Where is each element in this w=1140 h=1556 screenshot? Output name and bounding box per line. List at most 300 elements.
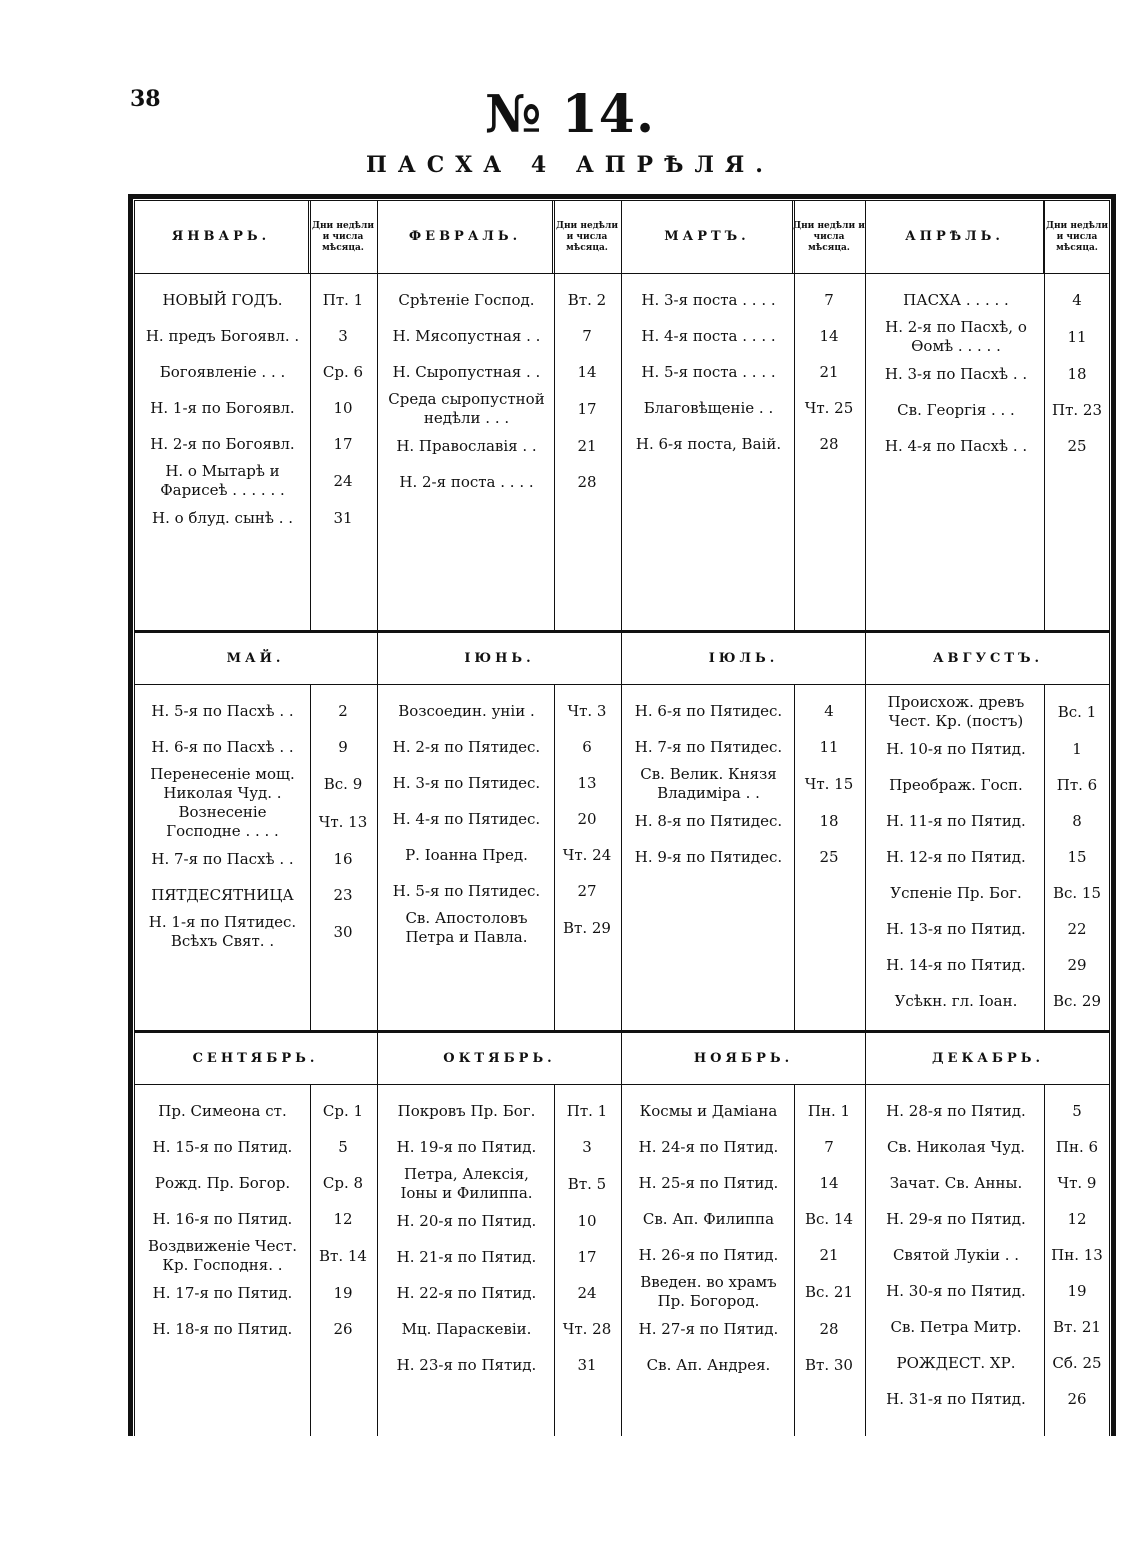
- feast-name: Св. Велик. Князя Владиміра . .: [640, 765, 777, 802]
- table-row: [378, 1239, 621, 1275]
- feast-date: 7: [582, 326, 592, 345]
- table-row: [622, 390, 865, 426]
- feast-date: 18: [819, 811, 839, 830]
- feast-date: Вт. 30: [805, 1355, 853, 1374]
- month-block: [622, 1033, 866, 1436]
- month-header: [134, 200, 377, 274]
- month-name: АПРѢЛЬ.: [905, 229, 1004, 244]
- feast-name: Н. 29-я по Пятид.: [886, 1209, 1026, 1228]
- month-block: [622, 633, 866, 1030]
- table-row: [378, 801, 621, 837]
- feast-name: Н. о Мытарѣ и Фарисеѣ . . . . . .: [160, 462, 285, 499]
- month-rows: [622, 1085, 865, 1383]
- table-row: [378, 318, 621, 354]
- table-row: [134, 1275, 377, 1311]
- table-row: [378, 873, 621, 909]
- feast-name: Петра, Алексія, Іоны и Филиппа.: [400, 1165, 533, 1202]
- feast-name: Среда сыропустной недѣли . . .: [388, 390, 545, 427]
- table-row: [134, 462, 377, 500]
- feast-name: Н. 24-я по Пятид.: [638, 1137, 779, 1156]
- feast-date: Ср. 1: [322, 1101, 364, 1120]
- table-row: [866, 428, 1110, 464]
- feast-name: Н. 27-я по Пятид.: [638, 1319, 779, 1338]
- feast-name: Н. предъ Богоявл. .: [145, 326, 300, 345]
- table-row: [622, 1129, 865, 1165]
- feast-name: Св. Ап. Филиппа: [642, 1209, 775, 1228]
- feast-name: Богоявленіе . . .: [159, 362, 286, 381]
- feast-name: Н. 19-я по Пятид.: [396, 1137, 537, 1156]
- feast-name: Н. 23-я по Пятид.: [396, 1355, 537, 1374]
- feast-date: 18: [1067, 364, 1087, 383]
- feast-date: Пт. 6: [1056, 775, 1098, 794]
- feast-name: Н. 5-я по Пасхѣ . .: [151, 701, 294, 720]
- month-name: АВГУСТЪ.: [932, 651, 1044, 666]
- feast-name: Усѣкн. гл. Іоан.: [894, 991, 1018, 1010]
- table-row: [134, 426, 377, 462]
- table-row: [622, 765, 865, 803]
- month-header: [622, 1033, 865, 1085]
- table-row: [378, 428, 621, 464]
- table-row: [134, 803, 377, 841]
- feast-date: 16: [333, 849, 353, 868]
- feast-name: Н. 11-я по Пятид.: [886, 811, 1026, 830]
- month-block: [866, 200, 1110, 630]
- month-block: [378, 1033, 622, 1436]
- feast-date: 21: [577, 436, 597, 455]
- feast-name: Вознесеніе Господне . . . .: [166, 803, 279, 840]
- feast-date: 14: [577, 362, 597, 381]
- month-block: [134, 200, 378, 630]
- feast-date: Вт. 2: [567, 290, 607, 309]
- month-name: ЯНВАРЬ.: [171, 229, 271, 244]
- table-row: [866, 803, 1110, 839]
- table-row: [866, 875, 1110, 911]
- feast-name: Н. 28-я по Пятид.: [886, 1101, 1026, 1120]
- feast-date: 3: [338, 326, 348, 345]
- feast-name: Н. 8-я по Пятидес.: [634, 811, 783, 830]
- feast-date: Пт. 1: [566, 1101, 608, 1120]
- feast-name: Перенесеніе мощ. Николая Чуд. .: [150, 765, 295, 802]
- month-rows: [866, 685, 1110, 1019]
- table-row: [134, 354, 377, 390]
- feast-date: 25: [819, 847, 839, 866]
- table-row: [866, 1237, 1110, 1273]
- feast-name: Св. Ап. Андрея.: [646, 1355, 771, 1374]
- feast-date: 20: [577, 809, 597, 828]
- feast-name: Н. 7-я по Пятидес.: [634, 737, 783, 756]
- feast-date: 21: [819, 1245, 839, 1264]
- feast-date: 17: [577, 1247, 597, 1266]
- feast-name: Св. Николая Чуд.: [886, 1137, 1026, 1156]
- feast-date: 25: [1067, 436, 1087, 455]
- table-row: [134, 729, 377, 765]
- table-row: [378, 909, 621, 947]
- feast-date: 10: [577, 1211, 597, 1230]
- day-column-header: Дни недѣли и числа мѣсяца.: [552, 200, 621, 273]
- month-rows: [378, 1085, 621, 1383]
- feast-name: Н. Мясопустная . .: [392, 326, 541, 345]
- table-row: [134, 390, 377, 426]
- feast-name: Н. 5-я по Пятидес.: [392, 881, 541, 900]
- month-header: [866, 1033, 1110, 1085]
- feast-name: Происхож. древъ Чест. Кр. (постъ): [887, 693, 1025, 730]
- feast-date: 2: [338, 701, 348, 720]
- feast-date: 1: [1072, 739, 1082, 758]
- table-row: [378, 354, 621, 390]
- feast-date: 19: [333, 1283, 353, 1302]
- table-row: [378, 390, 621, 428]
- feast-name: Преображ. Госп.: [889, 775, 1023, 794]
- table-row: [866, 983, 1110, 1019]
- table-row: [866, 731, 1110, 767]
- feast-name: Н. 22-я по Пятид.: [396, 1283, 537, 1302]
- feast-name: Возсоедин. уніи .: [398, 701, 535, 720]
- table-row: [134, 877, 377, 913]
- feast-name: Н. Сыропустная . .: [392, 362, 541, 381]
- table-row: [622, 1093, 865, 1129]
- feast-date: 17: [333, 434, 353, 453]
- column-divider: [554, 1085, 555, 1436]
- feast-date: Чт. 28: [562, 1319, 612, 1338]
- column-divider: [1044, 200, 1045, 630]
- feast-date: 14: [819, 1173, 839, 1192]
- table-row: [378, 1275, 621, 1311]
- day-column-header: Дни недѣли и числа мѣсяца.: [308, 200, 377, 273]
- feast-date: Пт. 23: [1051, 400, 1102, 419]
- feast-name: Н. о блуд. сынѣ . .: [151, 508, 294, 527]
- table-row: [866, 1093, 1110, 1129]
- feast-date: 4: [824, 701, 834, 720]
- table-row: [622, 1273, 865, 1311]
- table-row: [866, 947, 1110, 983]
- feast-name: Покровъ Пр. Бог.: [397, 1101, 536, 1120]
- feast-date: Чт. 9: [1057, 1173, 1097, 1192]
- table-row: [134, 318, 377, 354]
- feast-date: Чт. 24: [562, 845, 612, 864]
- page-subtitle: ПАСХА 4 АПРѢЛЯ.: [366, 152, 774, 178]
- month-rows: [134, 685, 377, 951]
- feast-date: 14: [819, 326, 839, 345]
- feast-date: Чт. 13: [318, 812, 368, 831]
- feast-name: Н. 12-я по Пятид.: [886, 847, 1026, 866]
- table-row: [866, 282, 1110, 318]
- table-row: [378, 1311, 621, 1347]
- feast-date: Пн. 13: [1051, 1245, 1103, 1264]
- table-row: [378, 1347, 621, 1383]
- feast-name: Н. 2-я по Пятидес.: [392, 737, 541, 756]
- month-rows: [622, 685, 865, 875]
- table-row: [622, 839, 865, 875]
- feast-name: Н. 3-я по Пасхѣ . .: [884, 364, 1028, 383]
- table-row: [622, 354, 865, 390]
- table-row: [622, 803, 865, 839]
- feast-name: Н. 26-я по Пятид.: [638, 1245, 779, 1264]
- column-divider: [794, 685, 795, 1030]
- table-row: [866, 693, 1110, 731]
- month-rows: [866, 274, 1110, 464]
- feast-name: ПАСХА . . . . .: [903, 290, 1009, 309]
- table-row: [378, 765, 621, 801]
- month-block: [622, 200, 866, 630]
- feast-date: Чт. 3: [567, 701, 607, 720]
- month-header: [378, 1033, 621, 1085]
- table-row: [622, 1311, 865, 1347]
- feast-name: Н. 3-я по Пятидес.: [392, 773, 541, 792]
- feast-date: 28: [819, 1319, 839, 1338]
- feast-date: 31: [333, 508, 353, 527]
- month-name: НОЯБРЬ.: [693, 1051, 794, 1066]
- month-name: ДЕКАБРЬ.: [931, 1051, 1045, 1066]
- feast-name: Н. Православія . .: [396, 436, 537, 455]
- feast-name: Н. 5-я поста . . . .: [641, 362, 776, 381]
- month-rows: [378, 685, 621, 947]
- table-row: [866, 1273, 1110, 1309]
- feast-date: Сб. 25: [1052, 1353, 1102, 1372]
- table-row: [378, 729, 621, 765]
- feast-date: 8: [1072, 811, 1082, 830]
- month-block: [134, 633, 378, 1030]
- table-row: [866, 911, 1110, 947]
- feast-date: 3: [582, 1137, 592, 1156]
- feast-date: Пн. 6: [1055, 1137, 1099, 1156]
- feast-date: 12: [1067, 1209, 1087, 1228]
- column-divider: [1044, 1085, 1045, 1436]
- feast-name: Св. Георгія . . .: [897, 400, 1015, 419]
- table-row: [378, 1093, 621, 1129]
- feast-date: Вс. 14: [804, 1209, 854, 1228]
- table-row: [866, 767, 1110, 803]
- feast-date: 26: [1067, 1389, 1087, 1408]
- table-row: [378, 837, 621, 873]
- table-row: [134, 1093, 377, 1129]
- feast-date: Вт. 29: [563, 918, 611, 937]
- table-row: [866, 356, 1110, 392]
- feast-name: Благовѣщеніе . .: [643, 398, 774, 417]
- table-row: [866, 1381, 1110, 1417]
- month-block: [378, 200, 622, 630]
- feast-date: Вс. 21: [804, 1282, 854, 1301]
- feast-date: 19: [1067, 1281, 1087, 1300]
- feast-date: Вс. 29: [1052, 991, 1102, 1010]
- feast-date: 15: [1067, 847, 1087, 866]
- feast-date: Вс. 1: [1057, 702, 1097, 721]
- feast-date: Пт. 1: [322, 290, 364, 309]
- feast-name: Введен. во храмъ Пр. Богород.: [640, 1273, 777, 1310]
- feast-date: Вт. 5: [567, 1174, 607, 1193]
- table-row: [378, 282, 621, 318]
- month-name: ІЮЛЬ.: [708, 651, 779, 666]
- table-row: [866, 1129, 1110, 1165]
- feast-date: 24: [577, 1283, 597, 1302]
- table-row: [378, 1203, 621, 1239]
- table-row: [378, 464, 621, 500]
- feast-date: 21: [819, 362, 839, 381]
- table-row: [134, 1311, 377, 1347]
- feast-name: Н. 21-я по Пятид.: [396, 1247, 537, 1266]
- feast-name: Н. 3-я поста . . . .: [641, 290, 776, 309]
- feast-date: 11: [819, 737, 839, 756]
- column-divider: [554, 200, 555, 630]
- table-row: [134, 500, 377, 536]
- feast-date: 26: [333, 1319, 353, 1338]
- table-row: [134, 913, 377, 951]
- feast-date: 12: [333, 1209, 353, 1228]
- feast-name: Н. 20-я по Пятид.: [396, 1211, 537, 1230]
- table-row: [134, 1237, 377, 1275]
- table-row: [866, 1345, 1110, 1381]
- feast-date: 11: [1067, 327, 1087, 346]
- feast-name: Н. 6-я по Пятидес.: [634, 701, 783, 720]
- feast-date: 24: [333, 471, 353, 490]
- feast-date: Вт. 14: [319, 1246, 367, 1265]
- month-header: [378, 200, 621, 274]
- month-name: МАЙ.: [226, 651, 285, 666]
- feast-name: Мц. Параскевіи.: [401, 1319, 532, 1338]
- month-block: [866, 633, 1110, 1030]
- feast-name: Н. 18-я по Пятид.: [152, 1319, 293, 1338]
- feast-name: Космы и Даміана: [639, 1101, 778, 1120]
- month-name: ІЮНЬ.: [464, 651, 535, 666]
- feast-date: Вс. 15: [1052, 883, 1102, 902]
- table-row: [622, 1347, 865, 1383]
- table-row: [134, 765, 377, 803]
- month-header: [134, 1033, 377, 1085]
- table-row: [134, 841, 377, 877]
- month-name: ОКТЯБРЬ.: [443, 1051, 556, 1066]
- feast-name: Святой Лукіи . .: [892, 1245, 1020, 1264]
- month-header: [622, 200, 865, 274]
- page-title: № 14.: [484, 84, 656, 145]
- table-row: [378, 1129, 621, 1165]
- feast-date: 5: [1072, 1101, 1082, 1120]
- table-row: [866, 1309, 1110, 1345]
- feast-date: 31: [577, 1355, 597, 1374]
- feast-date: Ср. 6: [322, 362, 364, 381]
- feast-date: 7: [824, 290, 834, 309]
- feast-name: Н. 17-я по Пятид.: [152, 1283, 293, 1302]
- feast-name: Зачат. Св. Анны.: [889, 1173, 1023, 1192]
- table-row: [134, 1129, 377, 1165]
- table-row: [622, 1165, 865, 1201]
- feast-name: Н. 31-я по Пятид.: [886, 1389, 1026, 1408]
- feast-name: Н. 4-я по Пятидес.: [392, 809, 541, 828]
- month-block: [134, 1033, 378, 1436]
- month-block: [378, 633, 622, 1030]
- table-row: [866, 839, 1110, 875]
- table-row: [866, 318, 1110, 356]
- month-rows: [866, 1085, 1110, 1417]
- month-name: СЕНТЯБРЬ.: [192, 1051, 319, 1066]
- feast-name: Рожд. Пр. Богор.: [154, 1173, 291, 1192]
- feast-date: Вт. 21: [1053, 1317, 1101, 1336]
- month-rows: [134, 1085, 377, 1347]
- table-row: [866, 392, 1110, 428]
- feast-date: 28: [819, 434, 839, 453]
- feast-date: 29: [1067, 955, 1087, 974]
- feast-name: Н. 2-я поста . . . .: [399, 472, 534, 491]
- feast-date: Ср. 8: [322, 1173, 364, 1192]
- feast-name: НОВЫЙ ГОДЪ.: [162, 290, 283, 309]
- feast-date: 23: [333, 885, 353, 904]
- month-header: [866, 633, 1110, 685]
- table-row: [622, 282, 865, 318]
- feast-name: ПЯТДЕСЯТНИЦА: [151, 885, 294, 904]
- column-divider: [794, 200, 795, 630]
- table-row: [134, 1201, 377, 1237]
- table-row: [134, 1165, 377, 1201]
- feast-date: 5: [338, 1137, 348, 1156]
- feast-name: Св. Апостоловъ Петра и Павла.: [405, 909, 528, 946]
- feast-name: Н. 4-я поста . . . .: [641, 326, 776, 345]
- table-row: [134, 282, 377, 318]
- feast-date: 13: [577, 773, 597, 792]
- feast-date: 9: [338, 737, 348, 756]
- feast-name: Н. 16-я по Пятид.: [152, 1209, 293, 1228]
- column-divider: [554, 685, 555, 1030]
- feast-date: 10: [333, 398, 353, 417]
- feast-name: Н. 25-я по Пятид.: [638, 1173, 779, 1192]
- feast-date: 22: [1067, 919, 1087, 938]
- table-row: [622, 1201, 865, 1237]
- day-column-header: Дни недѣли и числа мѣсяца.: [792, 200, 865, 273]
- table-row: [622, 318, 865, 354]
- feast-date: 27: [577, 881, 597, 900]
- feast-date: Чт. 25: [804, 398, 854, 417]
- feast-name: Н. 1-я по Богоявл.: [150, 398, 295, 417]
- month-header: [134, 633, 377, 685]
- column-divider: [1044, 685, 1045, 1030]
- table-row: [866, 1165, 1110, 1201]
- feast-name: Н. 2-я по Богоявл.: [150, 434, 295, 453]
- day-column-header: Дни недѣли и числа мѣсяца.: [1043, 200, 1110, 273]
- table-row: [378, 693, 621, 729]
- column-divider: [310, 200, 311, 630]
- month-rows: [378, 274, 621, 500]
- table-row: [622, 426, 865, 462]
- month-block: [866, 1033, 1110, 1436]
- feast-name: Н. 14-я по Пятид.: [886, 955, 1026, 974]
- table-row: [866, 1201, 1110, 1237]
- month-rows: [622, 274, 865, 462]
- feast-name: Н. 1-я по Пятидес. Всѣхъ Свят. .: [148, 913, 297, 950]
- feast-date: 28: [577, 472, 597, 491]
- month-name: ФЕВРАЛЬ.: [408, 229, 522, 244]
- feast-date: Вс. 9: [323, 774, 363, 793]
- column-divider: [310, 1085, 311, 1436]
- feast-name: Н. 10-я по Пятид.: [886, 739, 1026, 758]
- feast-name: Воздвиженіе Чест. Кр. Господня. .: [148, 1237, 297, 1274]
- feast-date: 17: [577, 399, 597, 418]
- feast-name: Успеніе Пр. Бог.: [890, 883, 1022, 902]
- table-row: [622, 1237, 865, 1273]
- table-row: [622, 693, 865, 729]
- feast-date: 4: [1072, 290, 1082, 309]
- feast-name: РОЖДЕСТ. ХР.: [896, 1353, 1016, 1372]
- feast-name: Н. 2-я по Пасхѣ, о Ѳомѣ . . . . .: [885, 318, 1027, 355]
- table-row: [378, 1165, 621, 1203]
- feast-date: 30: [333, 922, 353, 941]
- feast-name: Пр. Симеона ст.: [158, 1101, 287, 1120]
- feast-name: Н. 6-я поста, Ваій.: [635, 434, 782, 453]
- page-number: 38: [130, 86, 161, 112]
- feast-date: Пн. 1: [807, 1101, 851, 1120]
- feast-name: Св. Петра Митр.: [890, 1317, 1022, 1336]
- feast-name: Н. 15-я по Пятид.: [152, 1137, 293, 1156]
- feast-date: 7: [824, 1137, 834, 1156]
- month-header: [622, 633, 865, 685]
- feast-name: Р. Іоанна Пред.: [405, 845, 528, 864]
- feast-name: Н. 30-я по Пятид.: [886, 1281, 1026, 1300]
